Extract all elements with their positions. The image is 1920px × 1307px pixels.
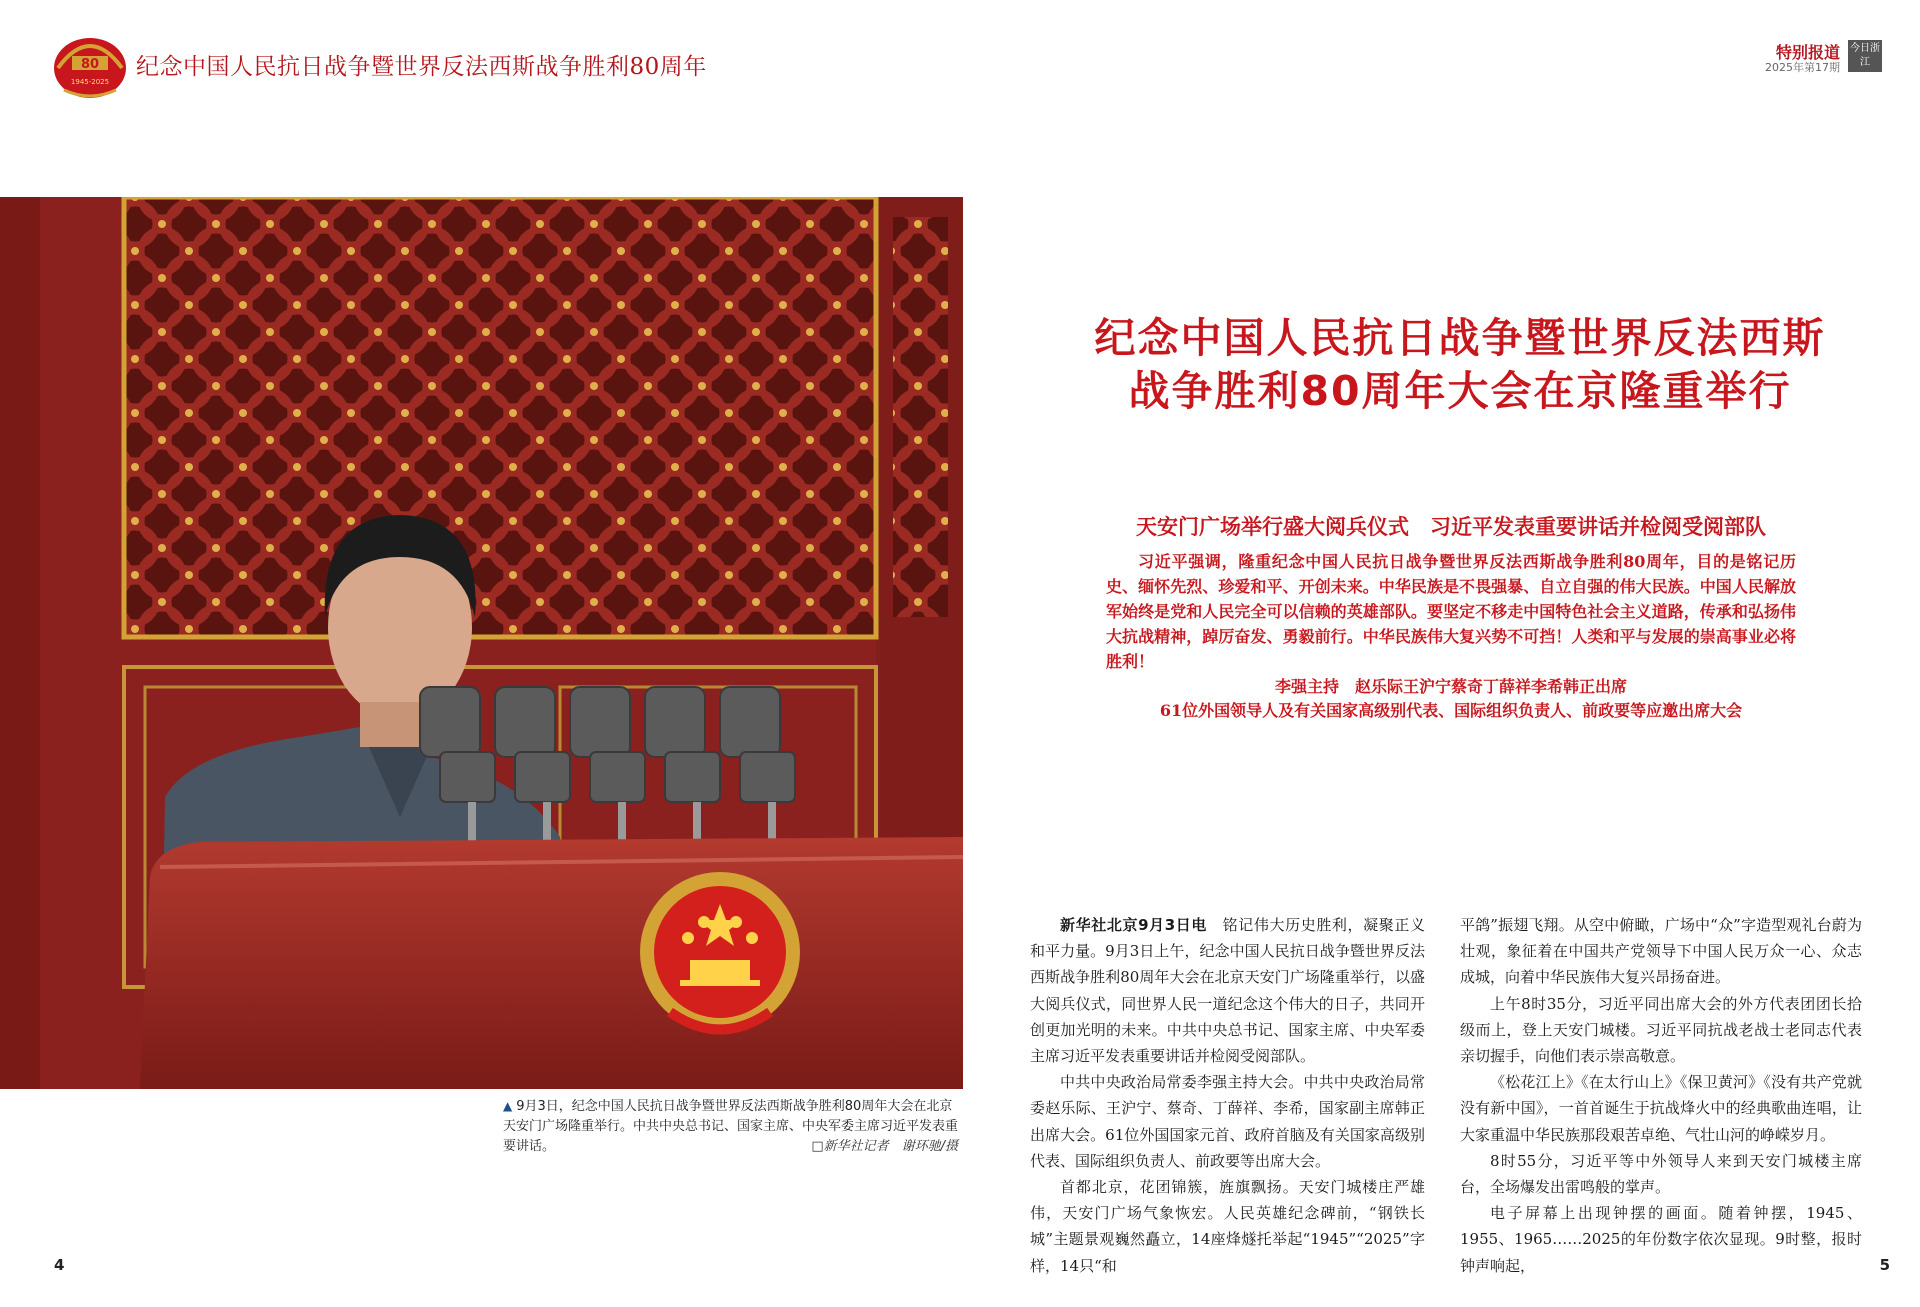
paragraph: 中共中央政治局常委李强主持大会。中共中央政治局常委赵乐际、王沪宁、蔡奇、丁薛祥、李希，国家副主席韩正出席大会。61位外国国家元首、政府首脑及有关国家高级别代表、国际组织负责人、前政要等出席大会。 (1030, 1073, 1425, 1170)
headline (1020, 312, 1900, 418)
paragraph: 上午8时35分，习近平同出席大会的外方代表团团长拾级而上，登上天安门城楼。习近平同抗战老战士老同志代表亲切握手，向他们表示崇高敬意。 (1460, 994, 1862, 1066)
caption-triangle-icon: ▲ (503, 1099, 513, 1113)
headline-line-1: 纪念中国人民抗日战争暨世界反法西斯 (1094, 314, 1826, 362)
lead-line-attendees: 李强主持 赵乐际王沪宁蔡奇丁薛祥李希韩正出席 (1274, 677, 1627, 696)
main-photo (0, 197, 963, 1089)
caption-text: 9月3日，纪念中国人民抗日战争暨世界反法西斯战争胜利80周年大会在北京天安门广场隆重举行。中共中央总书记、国家主席、中央军委主席习近平发表重要讲话。 (503, 1099, 959, 1154)
photo-credit: □新华社记者 谢环驰/摄 (811, 1139, 958, 1154)
magazine-logo: 今日浙江 (1848, 40, 1882, 72)
page-number-right: 5 (1879, 1256, 1890, 1274)
article-column-2 (1460, 912, 1862, 1279)
dateline: 新华社北京9月3日电 (1060, 916, 1208, 934)
paragraph: 平鸽”振翅飞翔。从空中俯瞰，广场中“众”字造型观礼台蔚为壮观，象征着在中国共产党领导下中国人民万众一心、众志成城，向着中华民族伟大复兴昂扬奋进。 (1460, 916, 1862, 987)
paragraph: 《松花江上》《在太行山上》《保卫黄河》《没有共产党就没有新中国》，一首首诞生于抗战烽火中的经典歌曲连唱，让大家重温中华民族那段艰苦卓绝、气壮山河的峥嵘岁月。 (1460, 1073, 1862, 1144)
paragraph: 铭记伟大历史胜利，凝聚正义和平力量。9月3日上午，纪念中国人民抗日战争暨世界反法西斯战争胜利80周年大会在北京天安门广场隆重举行，以盛大阅兵仪式，同世界人民一道纪念这个伟大的日子，共同开创更加光明的未来。中共中央总书记、国家主席、中央军委主席习近平发表重要讲话并检阅受阅部队。 (1030, 916, 1425, 1066)
anniversary-emblem (50, 32, 130, 102)
emblem-years: 1945-2025 (70, 78, 110, 86)
issue-number: 2025年第17期 (1765, 61, 1840, 74)
header-title: 纪念中国人民抗日战争暨世界反法西斯战争胜利80周年 (136, 54, 707, 80)
photo-caption (503, 1096, 958, 1157)
lead-paragraph: 习近平强调，隆重纪念中国人民抗日战争暨世界反法西斯战争胜利80周年，目的是铭记历史、缅怀先烈、珍爱和平、开创未来。中华民族是不畏强暴、自立自强的伟大民族。中国人民解放军始终是党和人民完全可以信赖的英雄部队。要坚定不移走中国特色社会主义道路，传承和弘扬伟大抗战精神，踔厉奋发、勇毅前行。中华民族伟大复兴势不可挡！人类和平与发展的崇高事业必将胜利！ (1106, 552, 1796, 671)
sub-headline: 天安门广场举行盛大阅兵仪式 习近平发表重要讲话并检阅受阅部队 (1136, 514, 1766, 539)
emblem-number: 80 (80, 57, 100, 72)
article-column-1 (1030, 912, 1425, 1279)
right-header (1662, 40, 1882, 72)
paragraph: 电子屏幕上出现钟摆的画面。随着钟摆，1945、1955、1965……2025的年份数字依次显现。9时整，报时钟声响起， (1460, 1204, 1862, 1275)
page-number-left: 4 (54, 1256, 65, 1274)
paragraph: 首都北京，花团锦簇，旌旗飘扬。天安门城楼庄严雄伟，天安门广场气象恢宏。人民英雄纪念碑前，“钢铁长城”主题景观巍然矗立，14座烽燧托举起“1945”“2025”字样，14只“和 (1030, 1178, 1425, 1275)
headline-line-2: 战争胜利80周年大会在京隆重举行 (1128, 367, 1792, 415)
section-title: 特别报道 (1775, 43, 1840, 62)
paragraph: 8时55分，习近平等中外领导人来到天安门城楼主席台，全场爆发出雷鸣般的掌声。 (1460, 1151, 1862, 1197)
lead-line-guests: 61位外国领导人及有关国家高级别代表、国际组织负责人、前政要等应邀出席大会 (1159, 701, 1743, 720)
